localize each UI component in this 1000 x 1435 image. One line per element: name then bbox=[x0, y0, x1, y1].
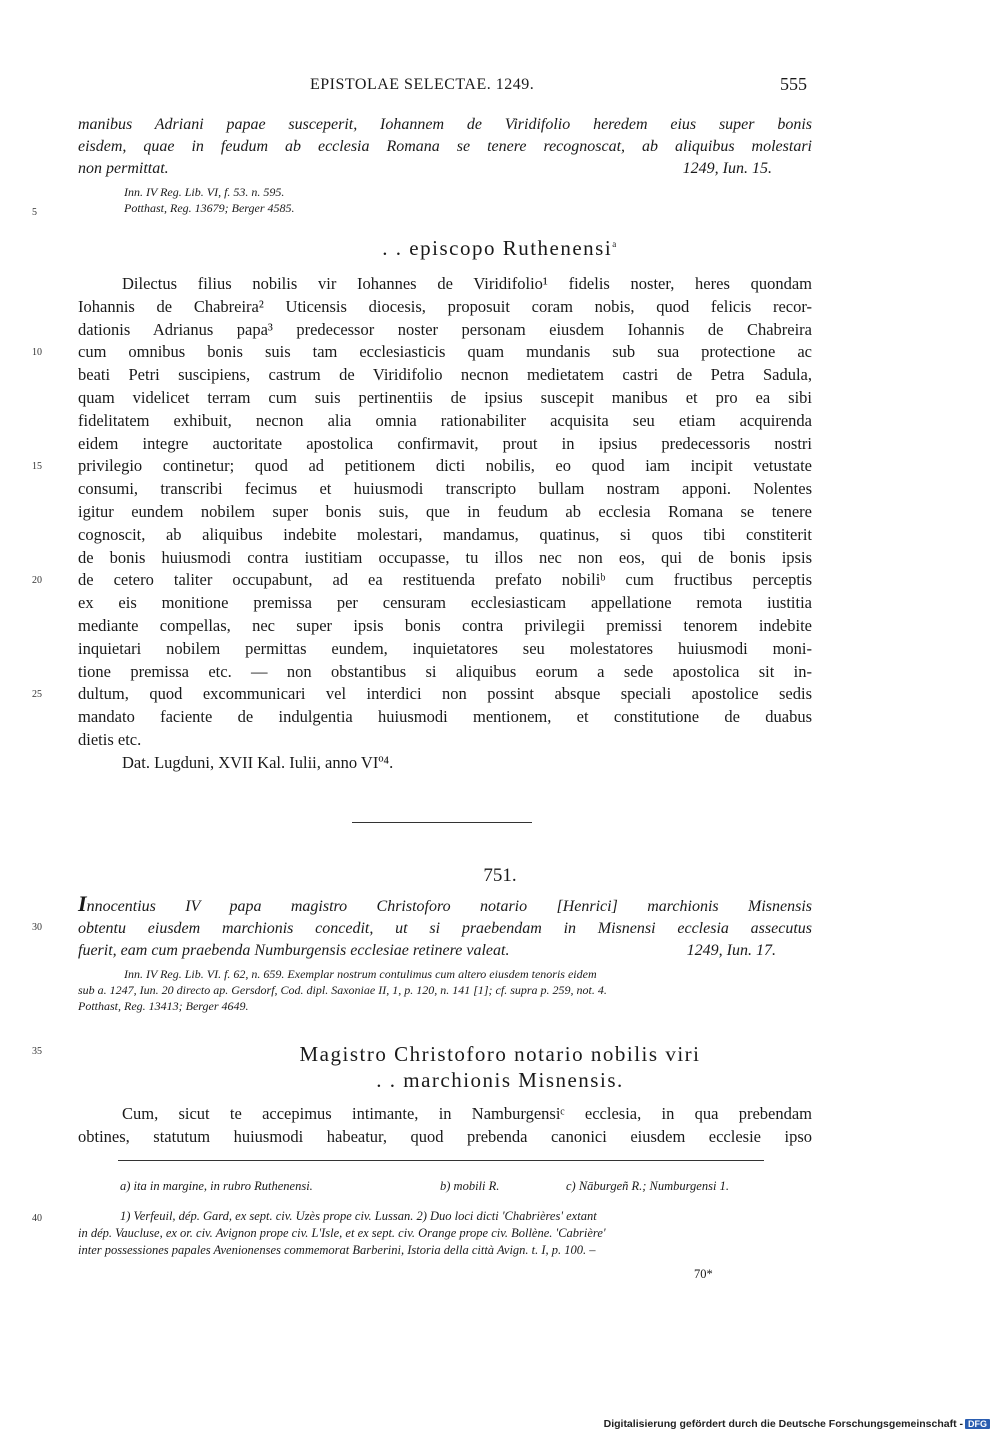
body-line: igitur eundem nobilem super bonis suis, que in feudum ab ecclesia Romana se tenere bbox=[78, 501, 812, 521]
page-number: 555 bbox=[780, 74, 807, 94]
body-line: privilegio continetur; quod ad petitionem dicti nobilis, eo quod iam incipit vetustate bbox=[78, 456, 812, 476]
margin-line-number: 5 bbox=[32, 207, 37, 218]
body-line: mandato faciente de indulgentia huiusmodi mentionem, et constitutione de duabus bbox=[78, 707, 812, 727]
margin-line-number: 40 bbox=[32, 1213, 42, 1224]
body-line: dationis Adrianus papa³ predecessor noster personam eiusdem Iohannis de Chabreira bbox=[78, 319, 812, 339]
body-line: obtines, statutum huiusmodi habeatur, quod prebenda canonici eiusdem ecclesie ipso bbox=[78, 1126, 812, 1146]
initial-letter: I bbox=[78, 891, 87, 916]
footnote-a: a) ita in margine, in rubro Ruthenensi. bbox=[120, 1179, 313, 1193]
body-line: eidem integre auctoritate apostolica confirmavit, prout in ipsius predecessoris nostri bbox=[78, 433, 812, 453]
regest-line: manibus Adriani papae susceperit, Iohannem de Viridifolio heredem eius super bonis bbox=[78, 116, 812, 133]
margin-line-number: 35 bbox=[32, 1046, 42, 1057]
body-line: fidelitatem exhibuit, necnon alia omnia rationabiliter acquisita seu etiam acquirenda bbox=[78, 410, 812, 430]
dating-clause: Dat. Lugduni, XVII Kal. Iulii, anno VIº⁴. bbox=[122, 752, 394, 772]
body-line: dietis etc. bbox=[78, 729, 142, 749]
top-regest bbox=[78, 114, 812, 180]
body-line: Iohannis de Chabreira² Uticensis diocesis, proposuit coram nobis, quod felicis recor- bbox=[78, 296, 812, 316]
body-line: quam videlicet terram cum suis pertinentiis de ipsius suscepit manibus et pro ea sibi bbox=[78, 387, 812, 407]
regest-line: non permittat. 1249, Iun. 15. bbox=[78, 158, 812, 180]
letter-address: . . episcopo Ruthenensi$^a$ bbox=[382, 236, 618, 260]
body-line: inquietari nobilem permittas eundem, inquietatores seu molestatores huiusmodi moni- bbox=[78, 638, 812, 658]
numbered-footnotes bbox=[78, 1208, 814, 1259]
regest-line: obtentu eiusdem marchionis concedit, ut si praebendam in Misnensi ecclesia assecutus bbox=[78, 920, 812, 937]
margin-line-number: 25 bbox=[32, 689, 42, 700]
source-line: Potthast, Reg. 13679; Berger 4585. bbox=[124, 201, 295, 215]
regest-line: eisdem, quae in feudum ab ecclesia Romana se tenere recognoscat, ab aliquibus molestari bbox=[78, 138, 812, 155]
regest-date: 1249, Iun. 17. bbox=[686, 942, 776, 959]
margin-line-number: 10 bbox=[32, 347, 42, 358]
digitization-footer: Digitalisierung gefördert durch die Deutsche Forschungsgemeinschaft - DFG bbox=[604, 1418, 990, 1430]
signature-mark: 70* bbox=[694, 1267, 713, 1281]
dfg-logo-icon: DFG bbox=[965, 1419, 990, 1429]
footnote-c: c) Nāburgeñ R.; Numburgensi 1. bbox=[566, 1179, 729, 1193]
body-line: Dilectus filius nobilis vir Iohannes de Viridifolio¹ fidelis noster, heres quondam bbox=[122, 274, 812, 293]
body-line: Cum, sicut te accepimus intimante, in Namburgensiᶜ ecclesia, in qua prebendam bbox=[122, 1104, 812, 1123]
footnote-ref: a bbox=[612, 239, 618, 249]
regest-line: fuerit, eam cum praebenda Numburgensis ecclesiae retinere valeat. 1249, Iun. 17. bbox=[78, 940, 812, 962]
doc-address-line: Magistro Christoforo notario nobilis viri bbox=[299, 1042, 701, 1066]
letter-body bbox=[78, 273, 812, 775]
body-line: dultum, quod excommunicari vel interdici non possint absque speciali apostolice sedis bbox=[78, 684, 812, 704]
body-line: de cetero taliter occupabunt, ad ea restituenda prefato nobiliᵇ cum fructibus perceptis bbox=[78, 570, 812, 590]
body-line: cognoscit, ab aliquibus indebite molestari, mandamus, quatinus, si quos tibi constiterit bbox=[78, 524, 812, 544]
document-number: 751. bbox=[483, 865, 517, 886]
top-sources bbox=[124, 184, 814, 216]
source-line: Inn. IV Reg. Lib. VI. f. 62, n. 659. Exemplar nostrum contulimus cum altero eiusdem tenoris eidem bbox=[124, 967, 597, 981]
body-line: mediante compellas, nec super ipsis bonis contra privilegii premissi tenorem indebite bbox=[78, 615, 812, 635]
doc-body bbox=[78, 1103, 812, 1149]
regest-date: 1249, Iun. 15. bbox=[682, 160, 772, 177]
doc-address-line: . . marchionis Misnensis. bbox=[376, 1068, 624, 1092]
source-line: sub a. 1247, Iun. 20 directo ap. Gersdorf, Cod. dipl. Saxoniae II, 1, p. 120, n. 141 [1]; cf. supra p. 259, not. 4. bbox=[78, 983, 607, 997]
margin-line-number: 20 bbox=[32, 575, 42, 586]
body-line: consumi, transcribi fecimus et huiusmodi transcripto bullam nostram apponi. Nolentes bbox=[78, 479, 812, 499]
body-line: beati Petri suscipiens, castrum de Viridifolio necnon medietatem castri de Petra Sadula, bbox=[78, 365, 812, 385]
body-line: de bonis huiusmodi contra iustitiam occupasse, tu illos nec non eos, qui de bonis ipsis bbox=[78, 547, 812, 567]
doc-sources bbox=[78, 966, 814, 1014]
section-divider bbox=[352, 822, 532, 823]
margin-line-number: 15 bbox=[32, 461, 42, 472]
body-line: tione premissa etc. — non obstantibus si aliquibus eorum a sede apostolica sit in- bbox=[78, 661, 812, 681]
body-line: cum omnibus bonis suis tam ecclesiasticis quam mundanis sub sua protectione ac bbox=[78, 342, 812, 362]
regest-line: Innocentius IV papa magistro Christoforo notario [Henrici] marchionis Misnensis bbox=[78, 891, 812, 916]
running-head: EPISTOLAE SELECTAE. 1249. bbox=[310, 76, 535, 93]
footnote-line: in dép. Vaucluse, ex or. civ. Avignon prope civ. L'Isle, et ex sept. civ. Orange prope civ. Bollène. 'Cabrière' bbox=[78, 1226, 606, 1240]
footnote-line: inter possessiones papales Avenionenses commemorat Barberini, Istoria della città Avign. t. I, p. 100. – bbox=[78, 1243, 596, 1257]
footnote-rule bbox=[118, 1160, 764, 1161]
source-line: Inn. IV Reg. Lib. VI, f. 53. n. 595. bbox=[124, 185, 285, 199]
doc-regest bbox=[78, 893, 812, 962]
footnote-line: 1) Verfeuil, dép. Gard, ex sept. civ. Uzès prope civ. Lussan. 2) Duo loci dicti 'Chabrières' extant bbox=[120, 1209, 597, 1223]
body-line: ex eis monitione premissa per censuram ecclesiasticam appellatione remota iustitia bbox=[78, 593, 812, 613]
source-line: Potthast, Reg. 13413; Berger 4649. bbox=[78, 999, 249, 1013]
margin-line-number: 30 bbox=[32, 922, 42, 933]
footnote-b: b) mobili R. bbox=[440, 1179, 500, 1193]
